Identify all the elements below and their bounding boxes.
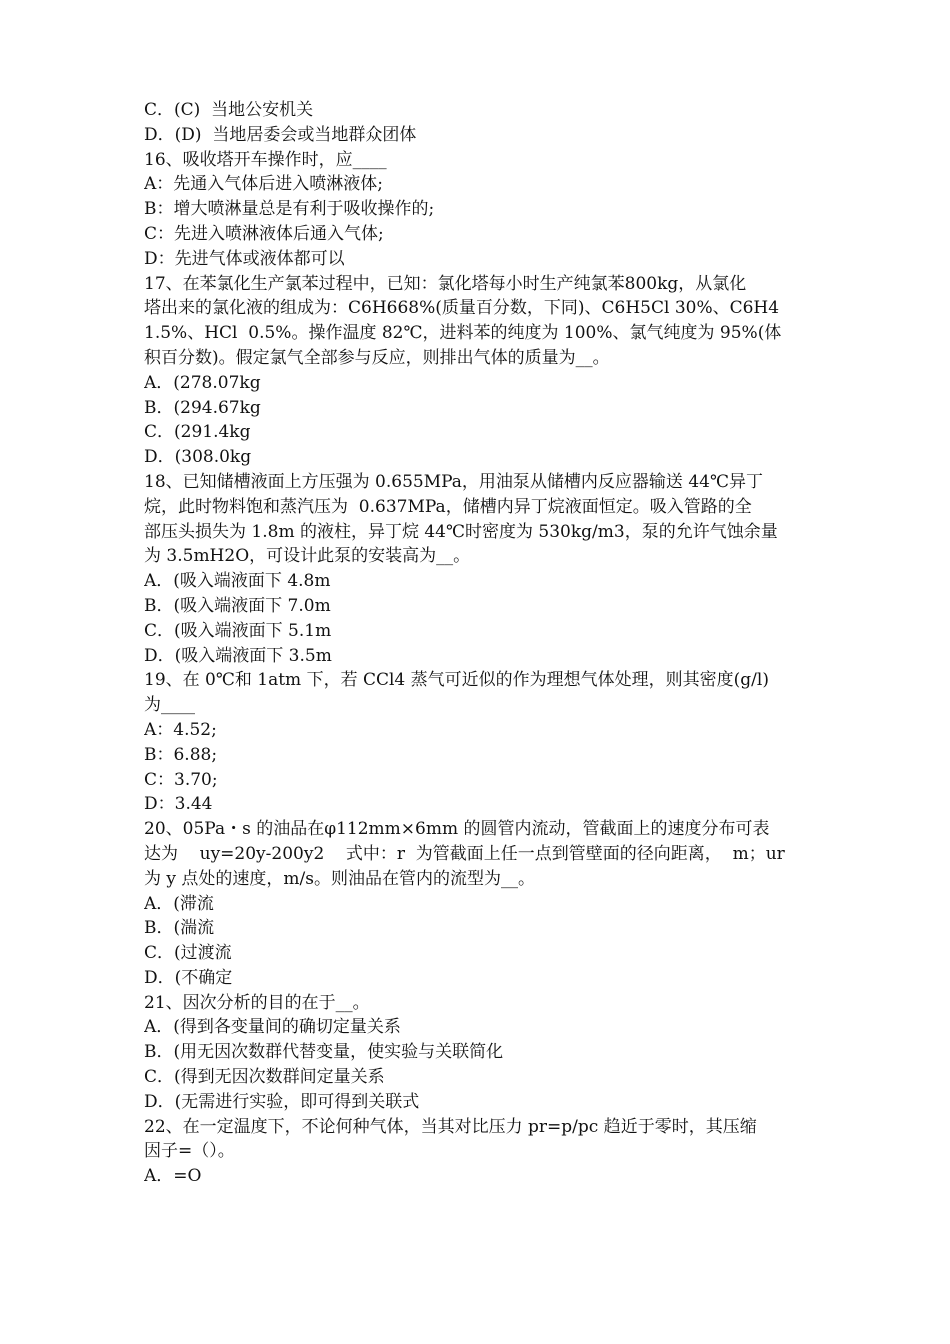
text-line: 为 y 点处的速度，m/s。则油品在管内的流型为__。 <box>144 868 535 889</box>
option-line: A．(滞流 <box>144 893 214 914</box>
option-line: B．(湍流 <box>144 918 215 939</box>
option-line: B：增大喷淋量总是有利于吸收操作的; <box>144 199 435 220</box>
option-line: D．(吸入端液面下 3.5m <box>144 645 332 666</box>
option-line: D：3.44 <box>144 794 213 815</box>
option-line: A．(吸入端液面下 4.8m <box>144 571 331 592</box>
document-body <box>144 98 810 1189</box>
text-line: 塔出来的氯化液的组成为：C6H668%(质量百分数，下同)、C6H5Cl 30%、C6H4 <box>144 298 780 319</box>
question-22-stem: 22、在一定温度下，不论何种气体，当其对比压力 pr=p/pc 趋近于零时，其压缩 <box>144 1116 757 1137</box>
option-line: B．(吸入端液面下 7.0m <box>144 595 331 616</box>
text-line: 达为 uy=20y-200y2 式中：r 为管截面上任一点到管壁面的径向距离， m；ur <box>144 843 785 864</box>
option-line: A．=O <box>144 1166 202 1187</box>
option-line: A．(278.07kg <box>144 372 261 393</box>
text-line: 烷，此时物料饱和蒸汽压为 0.637MPa，储槽内异丁烷液面恒定。吸入管路的全 <box>144 496 752 517</box>
option-line: D：先进气体或液体都可以 <box>144 248 345 269</box>
option-line: D．(308.0kg <box>144 447 252 468</box>
option-line: B．(294.67kg <box>144 397 261 418</box>
question-17-stem: 17、在苯氯化生产氯苯过程中，已知：氯化塔每小时生产纯氯苯800kg，从氯化 <box>144 273 747 294</box>
option-line: C：3.70; <box>144 769 218 790</box>
option-line: D．(不确定 <box>144 967 233 988</box>
option-line: D．(无需进行实验，即可得到关联式 <box>144 1091 420 1112</box>
text-line: 为 3.5mH2O，可设计此泵的安装高为__。 <box>144 546 471 567</box>
text-line: 因子=（）。 <box>144 1141 235 1162</box>
option-line: A．(得到各变量间的确切定量关系 <box>144 1017 401 1038</box>
question-21-stem: 21、因次分析的目的在于__。 <box>144 992 370 1013</box>
question-19-stem: 19、在 0℃和 1atm 下，若 CCl4 蒸气可近似的作为理想气体处理，则其密度(g/l) <box>144 670 769 691</box>
text-line: 为____ <box>144 695 195 716</box>
option-line: C：先进入喷淋液体后通入气体; <box>144 223 384 244</box>
option-line: C．(291.4kg <box>144 422 251 443</box>
option-line: C．(得到无因次数群间定量关系 <box>144 1067 385 1088</box>
text-line: C．(C) 当地公安机关 <box>144 100 314 120</box>
question-16-stem: 16、吸收塔开车操作时，应____ <box>144 149 387 170</box>
question-18-stem: 18、已知储槽液面上方压强为 0.655MPa，用油泵从储槽内反应器输送 44℃异丁 <box>144 471 763 492</box>
option-line: C．(吸入端液面下 5.1m <box>144 620 332 641</box>
text-line: 积百分数)。假定氯气全部参与反应，则排出气体的质量为__。 <box>144 347 610 368</box>
option-line: A：先通入气体后进入喷淋液体; <box>144 174 384 195</box>
option-line: B．(用无因次数群代替变量，使实验与关联简化 <box>144 1042 504 1063</box>
option-line: C．(过渡流 <box>144 943 232 964</box>
option-line: A：4.52; <box>144 719 217 740</box>
option-line: B：6.88; <box>144 744 218 765</box>
text-line: D．(D) 当地居委会或当地群众团体 <box>144 124 417 145</box>
question-20-stem: 20、05Pa・s 的油品在φ112mm×6mm 的圆管内流动，管截面上的速度分布可表 <box>144 819 770 840</box>
text-line: 1.5%、HCl 0.5%。操作温度 82℃，进料苯的纯度为 100%、氯气纯度为 95%(体 <box>144 323 782 344</box>
text-line: 部压头损失为 1.8m 的液柱，异丁烷 44℃时密度为 530kg/m3，泵的允许气蚀余量 <box>144 521 778 542</box>
